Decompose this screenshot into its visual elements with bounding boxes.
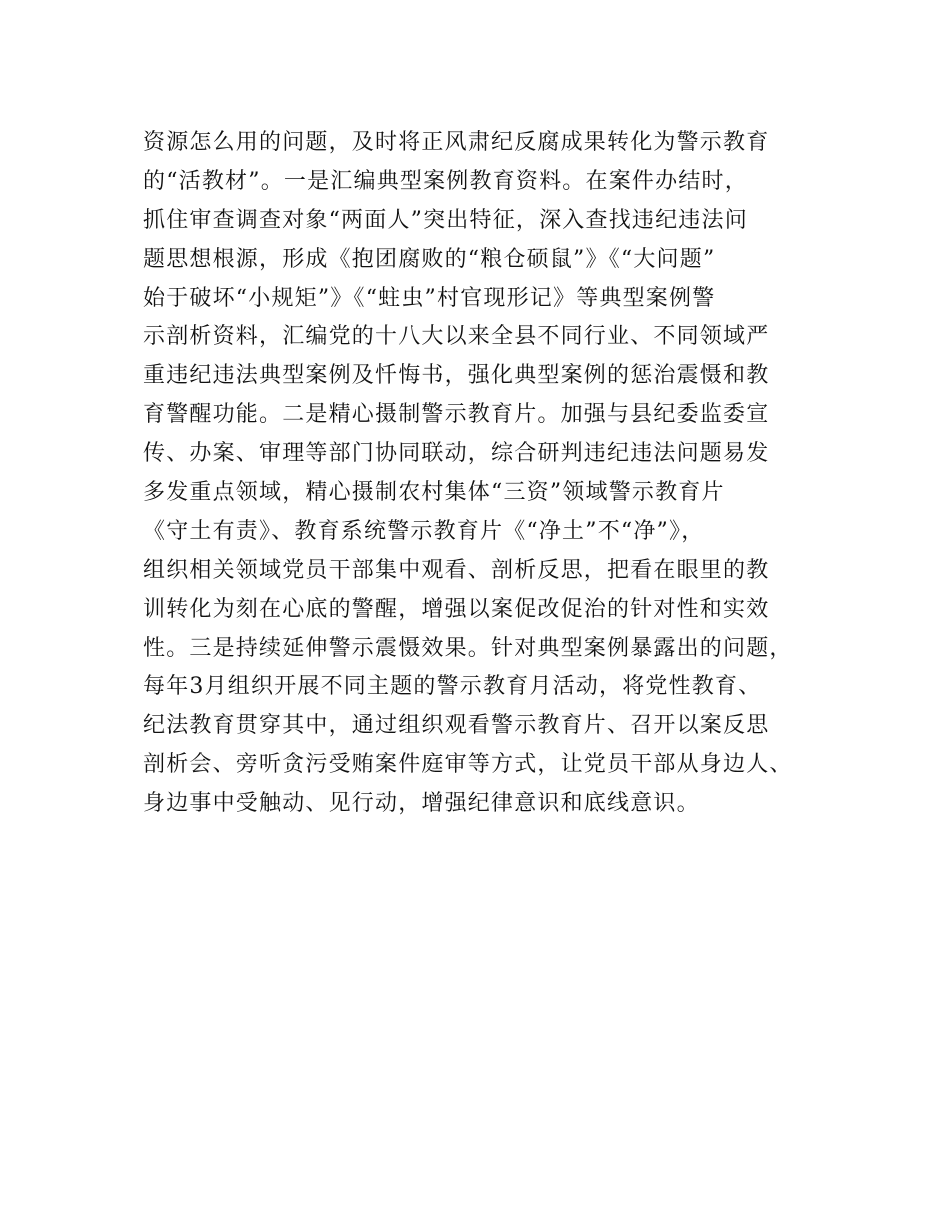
text-line: 训转化为刻在心底的警醒，增强以案促改促治的针对性和实效 <box>143 596 770 622</box>
text-line: 的“活教材”。一是汇编典型案例教育资料。在案件办结时， <box>143 168 748 194</box>
text-line: 题思想根源，形成《抱团腐败的“粮仓硕鼠”》《“大问题” <box>143 246 716 272</box>
text-line: 示剖析资料，汇编党的十八大以来全县不同行业、不同领域严 <box>143 324 770 350</box>
text-line: 每年3月组织开展不同主题的警示教育月活动，将党性教育、 <box>143 674 762 700</box>
text-line: 组织相关领域党员干部集中观看、剖析反思，把看在眼里的教 <box>143 557 770 583</box>
text-line: 资源怎么用的问题，及时将正风肃纪反腐成果转化为警示教育 <box>143 130 770 155</box>
text-line: 传、办案、审理等部门协同联动，综合研判违纪违法问题易发 <box>143 441 770 467</box>
text-line: 性。三是持续延伸警示震慑效果。针对典型案例暴露出的问题， <box>143 635 793 661</box>
text-line: 始于破坏“小规矩”》《“蛀虫”村官现形记》等典型案例警 <box>143 285 716 311</box>
text-line: 育警醒功能。二是精心摄制警示教育片。加强与县纪委监委宣 <box>143 402 770 428</box>
text-line: 重违纪违法典型案例及忏悔书，强化典型案例的惩治震慑和教 <box>143 363 770 389</box>
text-line: 《守土有责》、教育系统警示教育片《“净土”不“净”》， <box>143 518 705 544</box>
text-line: 抓住审查调查对象“两面人”突出特征，深入查找违纪违法问 <box>143 207 748 233</box>
text-line: 多发重点领域，精心摄制农村集体“三资”领域警示教育片 <box>143 480 725 506</box>
text-line: 剖析会、旁听贪污受贿案件庭审等方式，让党员干部从身边人、 <box>143 752 793 778</box>
text-line: 身边事中受触动、见行动，增强纪律意识和底线意识。 <box>143 791 700 817</box>
text-line: 纪法教育贯穿其中，通过组织观看警示教育片、召开以案反思 <box>143 713 770 739</box>
body-paragraph <box>143 124 843 824</box>
